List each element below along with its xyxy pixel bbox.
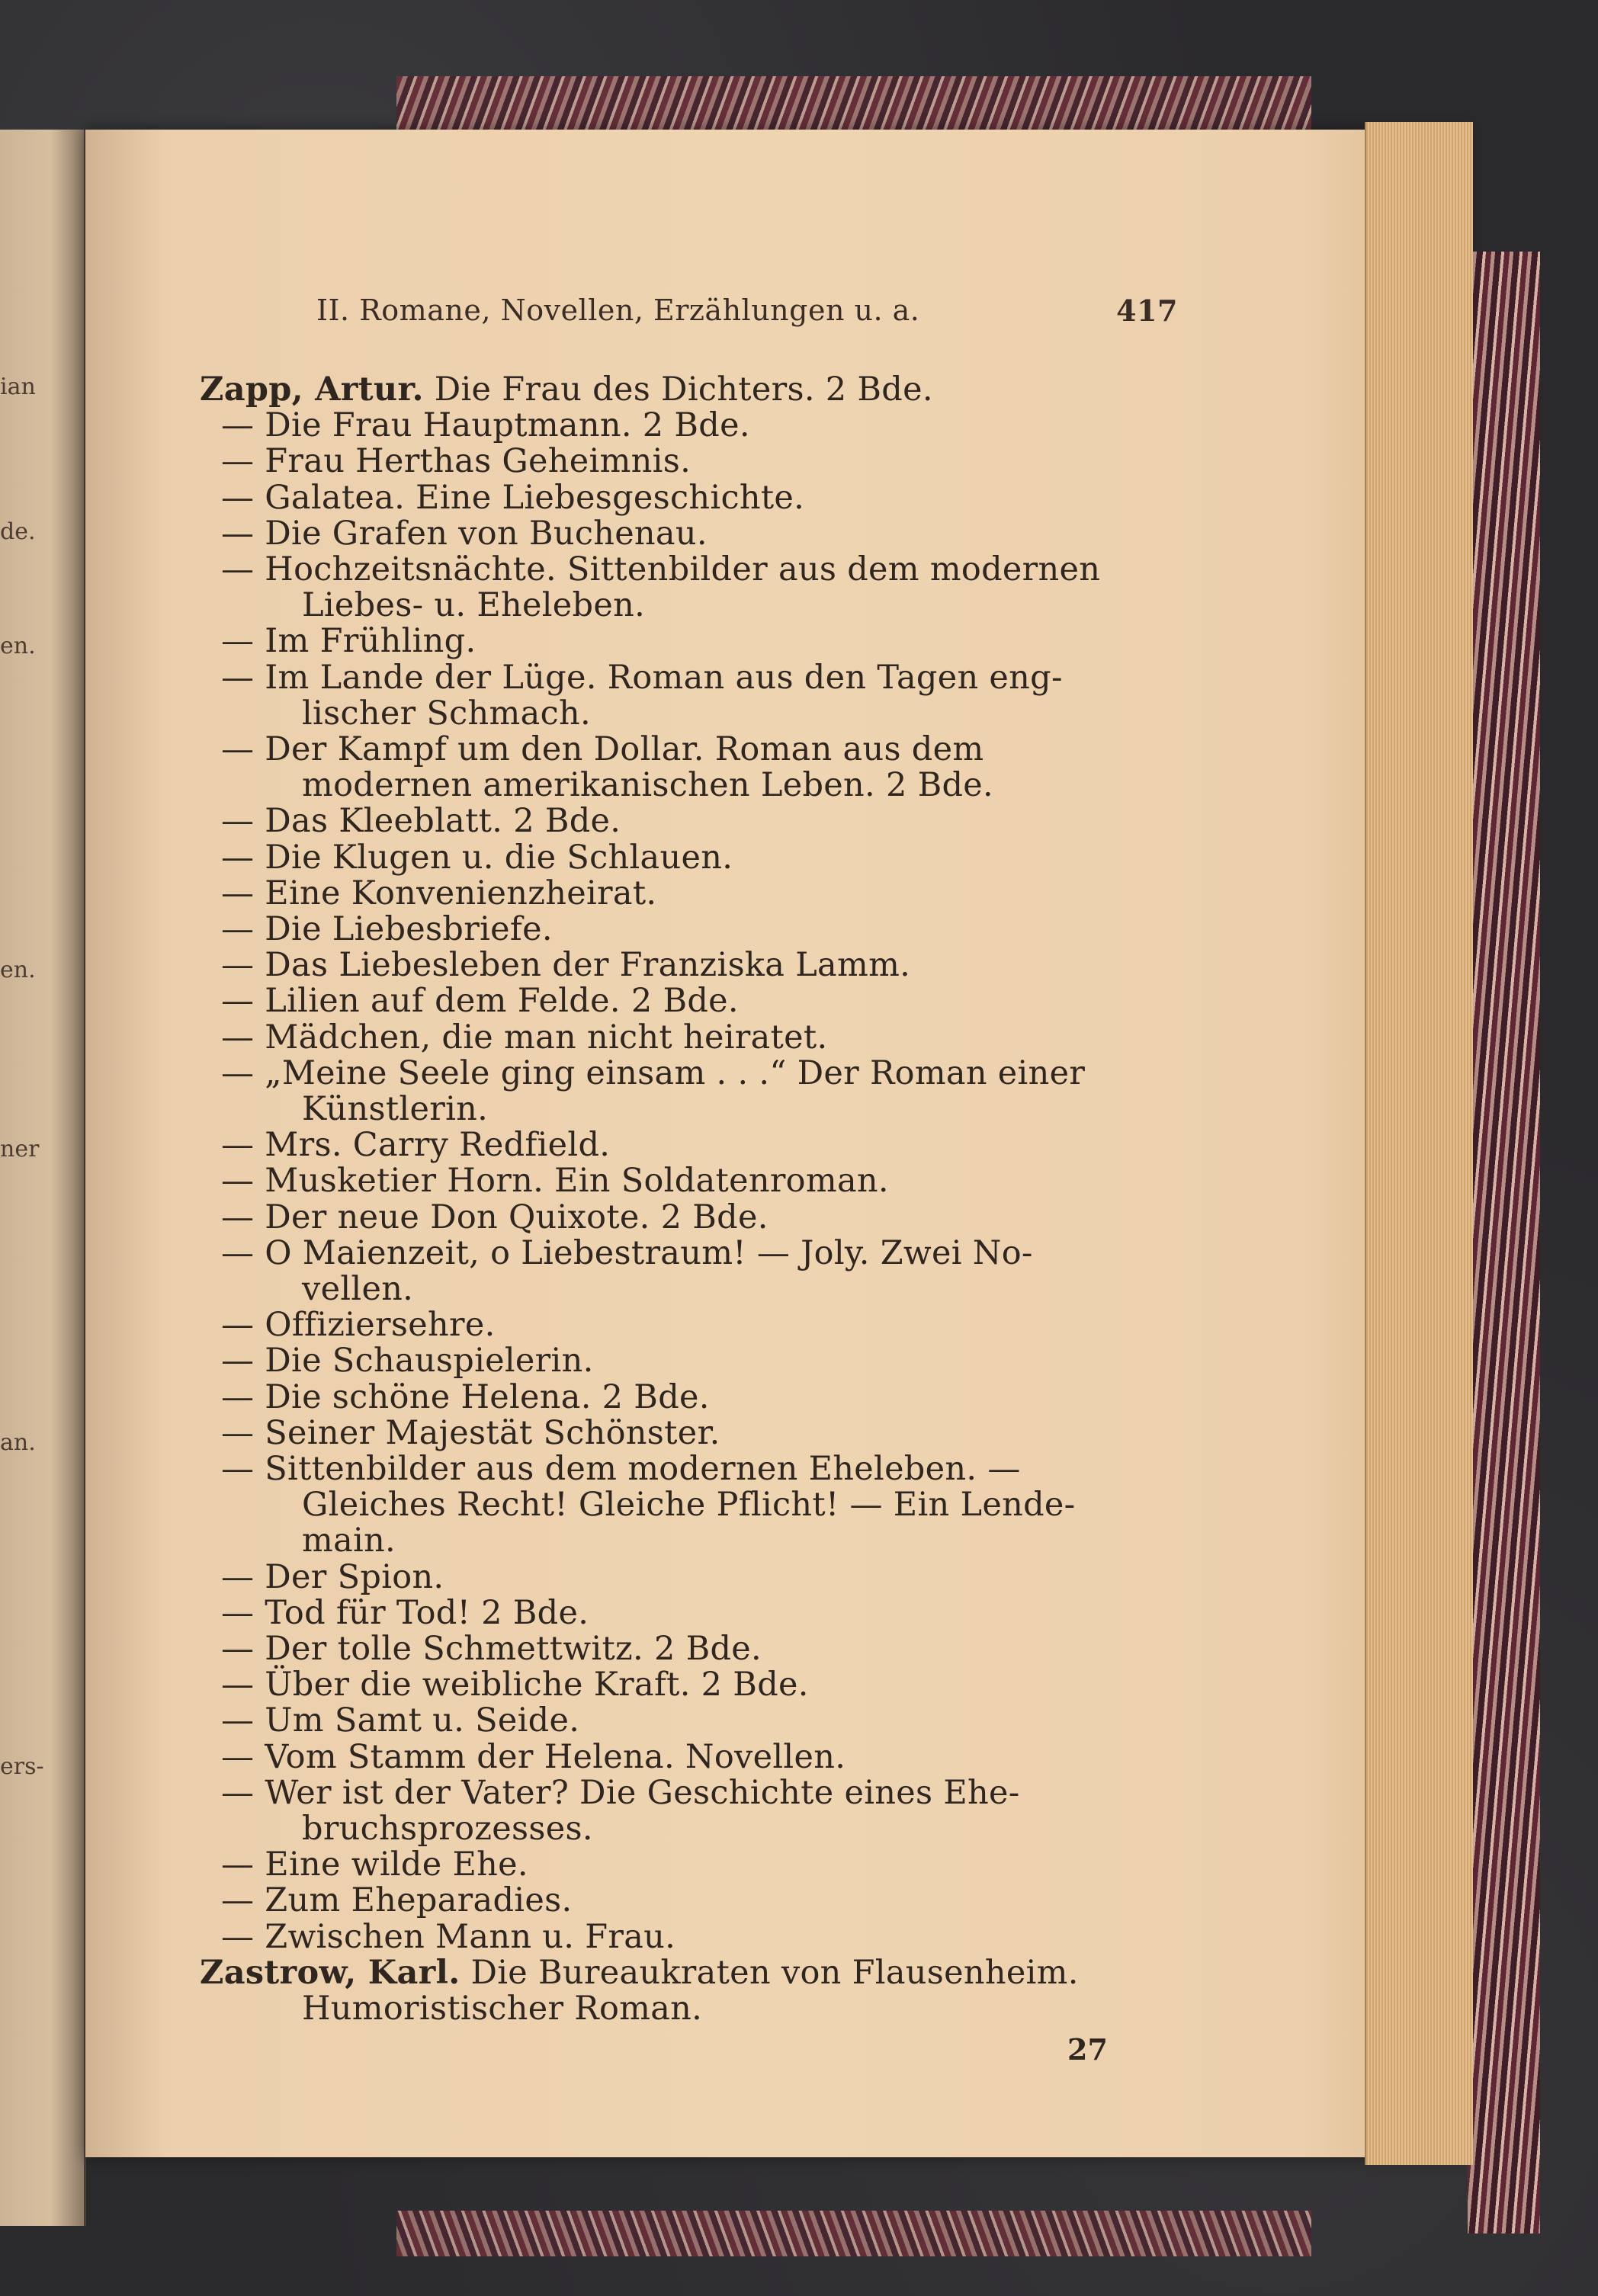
left-page-fragment: ian [0,374,36,400]
left-page-fragment: an. [0,1429,36,1456]
entry-continuation-line: Künstlerin. [302,1090,489,1128]
entry-line: — Die Schauspielerin. [221,1342,594,1380]
entry-line: — Der neue Don Quixote. 2 Bde. [221,1198,769,1236]
entry-line: — Eine wilde Ehe. [221,1845,528,1884]
entry-line: — Frau Herthas Geheimnis. [221,442,692,481]
entry-line: — Mädchen, die man nicht heiratet. [221,1018,828,1057]
entry-line: — Das Kleeblatt. 2 Bde. [221,802,621,841]
entry-author-line [200,1955,1079,1991]
left-page-fragment: ers- [0,1753,44,1780]
author-name: Zastrow, Karl. [200,1953,460,1992]
entry-continuation-line: Liebes- u. Eheleben. [302,586,646,625]
entry-line: — Das Liebesleben der Franziska Lamm. [221,946,911,985]
signature-mark: 27 [1067,2032,1108,2067]
entry-line: — Lilien auf dem Felde. 2 Bde. [221,982,739,1021]
entry-line: — Zwischen Mann u. Frau. [221,1917,676,1956]
left-page-fragment: ner [0,1136,40,1162]
left-page-fragment: en. [0,957,36,983]
entry-line: — Vom Stamm der Helena. Novellen. [221,1737,846,1776]
entry-line: — Sittenbilder aus dem modernen Eheleben. — [221,1450,1021,1488]
entry-line: — Seiner Majestät Schönster. [221,1413,720,1452]
entry-line: — Der Spion. [221,1557,444,1596]
entry-continuation-line: vellen. [302,1270,414,1308]
entry-line: — Im Frühling. [221,622,477,661]
entry-continuation-line: Humoristischer Roman. [302,1990,703,2028]
page-number: 417 [1116,293,1178,328]
left-page-fragment: de. [0,518,36,545]
entry-line: — Die Liebesbriefe. [221,910,553,948]
entry-line: — Um Samt u. Seide. [221,1701,580,1740]
entry-line: — Die Grafen von Buchenau. [221,514,708,553]
entry-continuation-line: main. [302,1522,396,1560]
entry-line: — Wer ist der Vater? Die Geschichte eines Ehe- [221,1773,1020,1812]
entry-line: — „Meine Seele ging einsam . . .“ Der Roman einer [221,1053,1086,1092]
entry-line: — Die Klugen u. die Schlauen. [221,838,733,877]
entry-line: — Die schöne Helena. 2 Bde. [221,1377,710,1416]
entry-author-line [200,372,933,408]
entry-continuation-line: lischer Schmach. [302,694,591,733]
entry-continuation-line: modernen amerikanischen Leben. 2 Bde. [302,766,994,805]
entry-line: — Der tolle Schmettwitz. 2 Bde. [221,1630,762,1668]
entry-line: — Über die weibliche Kraft. 2 Bde. [221,1666,809,1704]
running-head-title: II. Romane, Novellen, Erzählungen u. a. [316,293,920,327]
entry-line: — Hochzeitsnächte. Sittenbilder aus dem modernen [221,550,1101,588]
entry-line: — Offiziersehre. [221,1306,496,1345]
left-page-fragment: en. [0,633,36,659]
entry-line: — Tod für Tod! 2 Bde. [221,1593,589,1632]
entry-line: — Im Lande der Lüge. Roman aus den Tagen eng- [221,658,1063,697]
entry-line: — Musketier Horn. Ein Soldatenroman. [221,1162,889,1201]
entry-continuation-line: bruchsprozesses. [302,1810,593,1848]
entry-title: Die Frau des Dichters. 2 Bde. [423,370,933,409]
entry-line: — O Maienzeit, o Liebestraum! — Joly. Zwei No- [221,1233,1033,1272]
entry-line: — Die Frau Hauptmann. 2 Bde. [221,406,750,445]
entry-title: Die Bureaukraten von Flausenheim. [460,1953,1079,1992]
entry-line: — Eine Konvenienzheirat. [221,874,657,912]
author-name: Zapp, Artur. [200,370,424,409]
entry-line: — Zum Eheparadies. [221,1881,573,1920]
entry-continuation-line: Gleiches Recht! Gleiche Pflicht! — Ein Lende- [302,1486,1076,1525]
entry-line: — Mrs. Carry Redfield. [221,1126,611,1165]
entry-line: — Der Kampf um den Dollar. Roman aus dem [221,730,984,768]
entry-line: — Galatea. Eine Liebesgeschichte. [221,478,805,517]
